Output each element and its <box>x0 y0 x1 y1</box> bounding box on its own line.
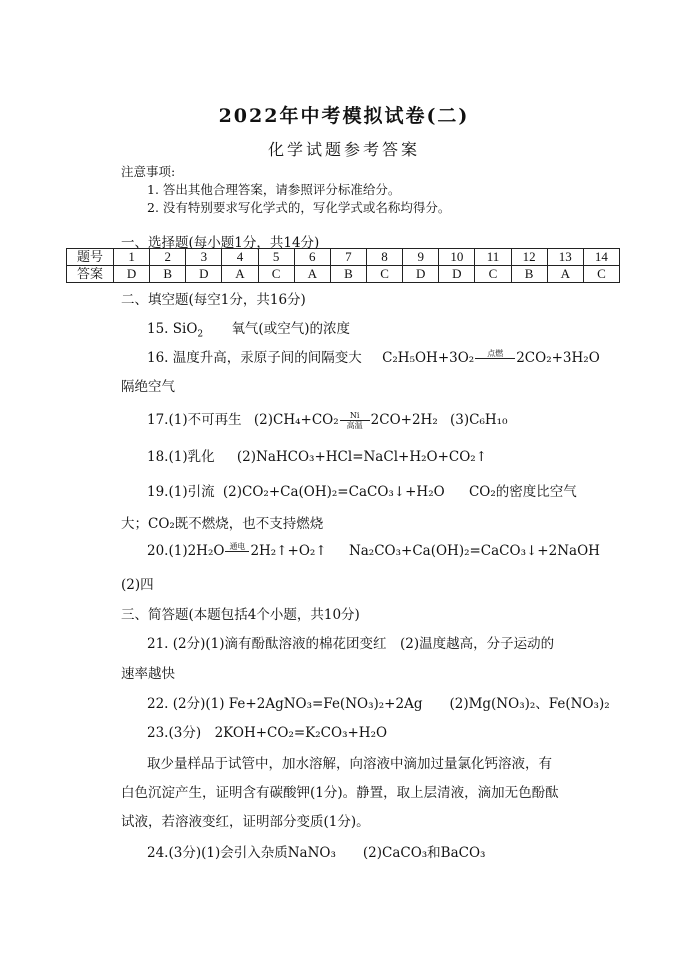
reaction-condition: 通电 <box>225 542 249 561</box>
answer-23-p3: 试液，若溶液变红，证明部分变质(1分)。 <box>121 814 370 830</box>
notes-heading: 注意事项: <box>121 164 176 179</box>
answer-17-a: 17.(1)不可再生 <box>147 412 242 428</box>
answer-19-c: CO₂的密度比空气 <box>468 484 577 500</box>
answer-15-a-sub: 2 <box>197 329 204 340</box>
answer-19-a: 19.(1)引流 <box>147 484 215 500</box>
table-cell: C <box>583 266 619 283</box>
table-cell: 2 <box>150 249 186 266</box>
answer-20 <box>147 542 600 561</box>
reaction-condition: 点燃 <box>475 349 515 368</box>
answer-15-a: 15. SiO <box>147 321 198 337</box>
table-cell: 11 <box>475 249 511 266</box>
answer-16-eq-left: C₂H₅OH+3O₂ <box>382 350 475 366</box>
answer-19-b: (2)CO₂+Ca(OH)₂=CaCO₃↓+H₂O <box>222 484 445 500</box>
page-subtitle: 化学试题参考答案 <box>267 140 420 159</box>
answer-20-c: (2)四 <box>121 577 154 593</box>
answer-15 <box>147 317 350 340</box>
table-cell: C <box>258 266 294 283</box>
table-cell: A <box>222 266 258 283</box>
table-cell: 5 <box>258 249 294 266</box>
table-cell: A <box>294 266 330 283</box>
table-cell: 8 <box>366 249 402 266</box>
table-cell: C <box>366 266 402 283</box>
answer-24: 24.(3分)(1)会引入杂质NaNO₃ (2)CaCO₃和BaCO₃ <box>147 845 486 861</box>
reaction-condition: Ni 高温 <box>340 411 370 430</box>
table-cell: B <box>330 266 366 283</box>
section2-heading: 二、填空题(每空1分，共16分) <box>121 292 306 308</box>
answer-17-b-left: (2)CH₄+CO₂ <box>253 412 339 428</box>
section3-heading: 三、简答题(本题包括4个小题，共10分) <box>121 607 360 623</box>
answer-18 <box>147 445 487 465</box>
answer-18-b: (2)NaHCO₃+HCl=NaCl+H₂O+CO₂↑ <box>236 449 488 465</box>
answer-18-a: 18.(1)乳化 <box>147 449 215 465</box>
table-cell: 14 <box>583 249 619 266</box>
table-cell: 6 <box>294 249 330 266</box>
answer-23-p1: 取少量样品于试管中，加水溶解，向溶液中滴加过量氯化钙溶液，有 <box>147 756 552 772</box>
answer-20-b: Na₂CO₃+Ca(OH)₂=CaCO₃↓+2NaOH <box>348 543 600 559</box>
answer-21-line1: 21. (2分)(1)滴有酚酞溶液的棉花团变红 (2)温度越高，分子运动的 <box>147 636 555 652</box>
table-cell: 12 <box>511 249 547 266</box>
answer-20-a-left: 20.(1)2H₂O <box>147 543 225 559</box>
note-item: 2. 没有特别要求写化学式的，写化学式或名称均得分。 <box>147 200 451 215</box>
answer-20-a-right: 2H₂↑+O₂↑ <box>250 543 327 559</box>
row-label: 答案 <box>67 266 114 283</box>
table-row-answers <box>67 266 620 283</box>
table-cell: 7 <box>330 249 366 266</box>
table-cell: 1 <box>114 249 150 266</box>
answer-19-d: 大；CO₂既不燃烧，也不支持燃烧 <box>121 516 324 532</box>
table-cell: 10 <box>439 249 475 266</box>
table-row-numbers <box>67 249 620 266</box>
answer-17-c: (3)C₆H₁₀ <box>450 412 508 428</box>
answer-16-b: 隔绝空气 <box>121 379 175 395</box>
table-cell: 4 <box>222 249 258 266</box>
table-cell: D <box>403 266 439 283</box>
table-cell: C <box>475 266 511 283</box>
answer-17-b-right: 2CO+2H₂ <box>370 412 438 428</box>
answer-22: 22. (2分)(1) Fe+2AgNO₃=Fe(NO₃)₂+2Ag (2)Mg(NO₃)₂、Fe(NO₃)₂ <box>147 696 610 712</box>
answer-16-eq-right: 2CO₂+3H₂O <box>516 350 600 366</box>
table-cell: B <box>511 266 547 283</box>
answer-21-line2: 速率越快 <box>121 666 175 682</box>
answer-17 <box>147 408 508 430</box>
table-cell: D <box>186 266 222 283</box>
table-cell: 3 <box>186 249 222 266</box>
table-cell: 9 <box>403 249 439 266</box>
answer-19 <box>147 480 577 500</box>
answer-23-p2: 白色沉淀产生，证明含有碳酸钾(1分)。静置，取上层清液，滴加无色酚酞 <box>121 785 559 801</box>
table-cell: D <box>439 266 475 283</box>
answer-15-b: 氧气(或空气)的浓度 <box>231 321 350 337</box>
answer-table <box>66 248 620 283</box>
table-cell: A <box>547 266 583 283</box>
note-item: 1. 答出其他合理答案，请参照评分标准给分。 <box>147 182 401 197</box>
answer-16-a: 16. 温度升高，汞原子间的间隔变大 <box>147 350 362 366</box>
table-cell: B <box>150 266 186 283</box>
answer-23: 23.(3分) 2KOH+CO₂=K₂CO₃+H₂O <box>147 725 388 741</box>
table-cell: D <box>114 266 150 283</box>
page-title: 2022年中考模拟试卷(二) <box>218 105 470 127</box>
table-cell: 13 <box>547 249 583 266</box>
answer-16 <box>147 346 600 368</box>
section1-heading: 一、选择题(每小题1分，共14分) <box>121 235 320 251</box>
row-label: 题号 <box>67 249 114 266</box>
